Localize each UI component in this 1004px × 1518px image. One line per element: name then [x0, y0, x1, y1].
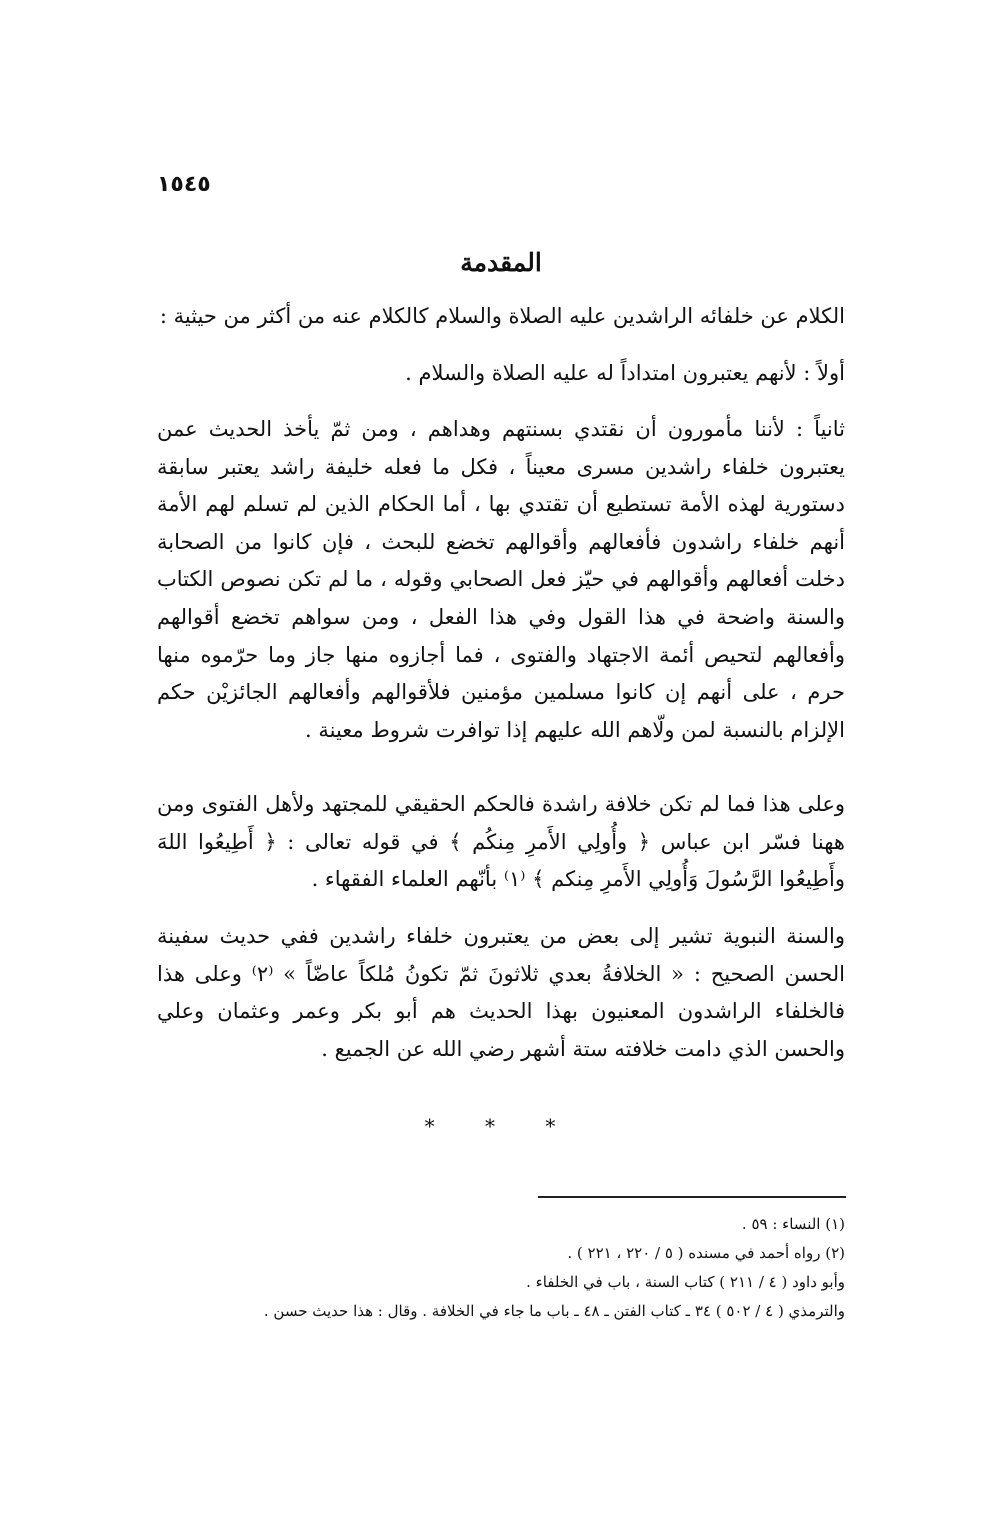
chapter-heading: المقدمة — [460, 248, 542, 277]
footnotes — [157, 1210, 845, 1326]
footnote-2: (٢) رواه أحمد في مسنده ( ٥ / ٢٢٠ ، ٢٢١ ) . — [567, 1244, 845, 1262]
section-separator: * * * — [424, 1114, 578, 1138]
paragraph-intro: الكلام عن خلفائه الراشدين عليه الصلاة والسلام كالكلام عنه من أكثر من حيثية : — [159, 304, 845, 328]
paragraph-second-point: ثانياً : لأننا مأمورون أن نقتدي بسنتهم وهداهم ، ومن ثمّ يأخذ الحديث عمن يعتبرون خلفاء راشدين مسرى معيناً ، فكل ما فعله خليفة راشد يعتبر سابقة دستورية لهذه الأمة تستطيع أن تقتدي بها ، أما الحكام الذين لم تسلم لهم الأمة أنهم خلفاء راشدون فأفعالهم وأقوالهم تخضع للبحث ، فإن كانوا من الصحابة دخلت أفعالهم وأقوالهم في حيّز فعل الصحابي وقوله ، ما لم تكن نصوص الكتاب والسنة واضحة في هذا القول وفي هذا الفعل ، ومن سواهم تخضع أقوالهم وأفعالهم لتحيص أئمة الاجتهاد والفتوى ، فما أجازوه منها جاز وما حرّموه منها حرم ، على أنهم إن كانوا مسلمين مؤمنين فلأقوالهم وأفعالهم الجائزيْن حكم الإلزام بالنسبة لمن ولّاهم الله عليهم إذا توافرت شروط معينة . — [157, 417, 845, 742]
paragraph-ibn-abbas: وعلى هذا فما لم تكن خلافة راشدة فالحكم الحقيقي للمجتهد ولأهل الفتوى ومن ههنا فسّر ابن عباس ﴿ وأُولِي الأَمرِ مِنكُم ﴾ في قوله تعالى : ﴿ أَطِيعُوا اللهَ وأَطِيعُوا الرَّسُولَ وَأُولِي الأَمرِ مِنكم ﴾ ⁽١⁾ بأنّهم العلماء الفقهاء . — [157, 792, 845, 892]
paragraph-sunnah: والسنة النبوية تشير إلى بعض من يعتبرون خلفاء راشدين ففي حديث سفينة الحسن الصحيح : « الخلافةُ بعدي ثلاثونَ ثمّ تكونُ مُلكاً عاضّاً » ⁽٢⁾ وعلى هذا فالخلفاء الراشدون المعنيون بهذا الحديث هم أبو بكر وعمر وعثمان وعلي والحسن الذي دامت خلافته ستة أشهر رضي الله عن الجميع . — [157, 924, 845, 1061]
footnote-1: (١) النساء : ٥٩ . — [741, 1215, 845, 1233]
footnote-2-tirmidhi: والترمذي ( ٤ / ٥٠٢ ) ٣٤ ـ كتاب الفتن ـ ٤٨ ـ باب ما جاء في الخلافة . وقال : هذا حديث حسن . — [263, 1302, 845, 1320]
paragraph-first-point: أولاً : لأنهم يعتبرون امتداداً له عليه الصلاة والسلام . — [405, 361, 845, 385]
footnote-divider — [538, 1196, 846, 1198]
page-number: ١٥٤٥ — [157, 172, 211, 197]
footnote-2-abu-dawud: وأبو داود ( ٤ / ٢١١ ) كتاب السنة ، باب في الخلفاء . — [526, 1273, 845, 1291]
